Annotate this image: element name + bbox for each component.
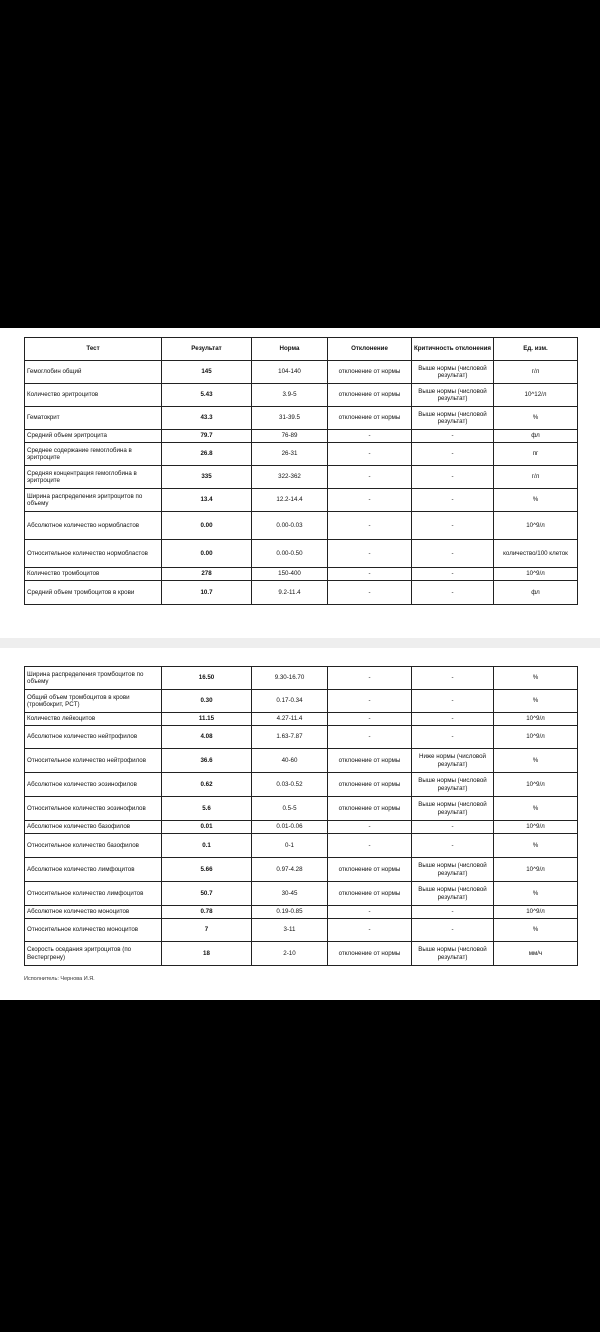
table-row xyxy=(25,667,578,690)
cell-deviation: - xyxy=(328,430,412,443)
cell-test: Скорость оседания эритроцитов (по Вестергрену) xyxy=(25,942,162,966)
table-row xyxy=(25,489,578,512)
table-row xyxy=(25,407,578,430)
cell-unit: % xyxy=(494,667,578,690)
cell-criticality: - xyxy=(412,489,494,512)
report-page-2 xyxy=(0,648,600,1000)
cell-unit: 10^9/л xyxy=(494,713,578,726)
cell-result: 0.00 xyxy=(162,540,252,568)
cell-norm: 26-31 xyxy=(252,443,328,466)
cell-result: 0.78 xyxy=(162,906,252,919)
cell-criticality: Выше нормы (числовой результат) xyxy=(412,407,494,430)
cell-test: Количество тромбоцитов xyxy=(25,568,162,581)
cell-deviation: - xyxy=(328,489,412,512)
cell-test: Абсолютное количество нормобластов xyxy=(25,512,162,540)
cell-result: 0.00 xyxy=(162,512,252,540)
cell-criticality: - xyxy=(412,568,494,581)
table-row xyxy=(25,581,578,605)
cell-result: 26.8 xyxy=(162,443,252,466)
cell-test: Абсолютное количество базофилов xyxy=(25,821,162,834)
table-row xyxy=(25,430,578,443)
cell-result: 145 xyxy=(162,361,252,384)
cell-deviation: отклонение от нормы xyxy=(328,361,412,384)
performer-footer: Исполнитель: Чернова И.Я. xyxy=(24,976,95,982)
cell-deviation: отклонение от нормы xyxy=(328,749,412,773)
cell-test: Абсолютное количество эозинофилов xyxy=(25,773,162,797)
table-row xyxy=(25,384,578,407)
table-row xyxy=(25,443,578,466)
page-separator xyxy=(0,638,600,648)
cell-deviation: - xyxy=(328,919,412,942)
cell-deviation: отклонение от нормы xyxy=(328,407,412,430)
cell-result: 0.62 xyxy=(162,773,252,797)
cell-criticality: - xyxy=(412,713,494,726)
table-row xyxy=(25,858,578,882)
cell-norm: 0.17-0.34 xyxy=(252,690,328,713)
cell-norm: 0-1 xyxy=(252,834,328,858)
cell-result: 7 xyxy=(162,919,252,942)
cell-result: 5.6 xyxy=(162,797,252,821)
cell-norm: 3.9-5 xyxy=(252,384,328,407)
cell-norm: 1.63-7.87 xyxy=(252,726,328,749)
cell-criticality: - xyxy=(412,906,494,919)
cell-result: 4.08 xyxy=(162,726,252,749)
cell-deviation: отклонение от нормы xyxy=(328,773,412,797)
cell-deviation: - xyxy=(328,466,412,489)
table-row xyxy=(25,726,578,749)
cell-norm: 30-45 xyxy=(252,882,328,906)
cell-criticality: - xyxy=(412,430,494,443)
cell-norm: 0.01-0.06 xyxy=(252,821,328,834)
table-row xyxy=(25,906,578,919)
cell-test: Относительное количество базофилов xyxy=(25,834,162,858)
cell-test: Абсолютное количество лимфоцитов xyxy=(25,858,162,882)
header-result: Результат xyxy=(162,338,252,361)
cell-norm: 0.19-0.85 xyxy=(252,906,328,919)
table-row xyxy=(25,773,578,797)
cell-result: 13.4 xyxy=(162,489,252,512)
cell-criticality: - xyxy=(412,466,494,489)
cell-norm: 322-362 xyxy=(252,466,328,489)
header-deviation: Отклонение xyxy=(328,338,412,361)
cell-deviation: - xyxy=(328,834,412,858)
cell-deviation: отклонение от нормы xyxy=(328,384,412,407)
cell-deviation: - xyxy=(328,821,412,834)
cell-criticality: - xyxy=(412,512,494,540)
results-table-2 xyxy=(24,666,578,966)
cell-unit: количество/100 клеток xyxy=(494,540,578,568)
cell-unit: 10^9/л xyxy=(494,906,578,919)
cell-criticality: Выше нормы (числовой результат) xyxy=(412,361,494,384)
cell-unit: мм/ч xyxy=(494,942,578,966)
cell-result: 10.7 xyxy=(162,581,252,605)
cell-result: 11.15 xyxy=(162,713,252,726)
cell-criticality: Выше нормы (числовой результат) xyxy=(412,773,494,797)
cell-norm: 0.00-0.03 xyxy=(252,512,328,540)
header-norm: Норма xyxy=(252,338,328,361)
cell-result: 278 xyxy=(162,568,252,581)
cell-criticality: - xyxy=(412,726,494,749)
cell-criticality: Выше нормы (числовой результат) xyxy=(412,882,494,906)
cell-norm: 104-140 xyxy=(252,361,328,384)
cell-norm: 4.27-11.4 xyxy=(252,713,328,726)
table-row xyxy=(25,361,578,384)
cell-result: 5.43 xyxy=(162,384,252,407)
cell-criticality: Ниже нормы (числовой результат) xyxy=(412,749,494,773)
cell-unit: 10^12/л xyxy=(494,384,578,407)
cell-test: Гематокрит xyxy=(25,407,162,430)
cell-unit: г/л xyxy=(494,361,578,384)
cell-deviation: - xyxy=(328,512,412,540)
cell-test: Средний объем эритроцита xyxy=(25,430,162,443)
cell-unit: % xyxy=(494,919,578,942)
cell-unit: % xyxy=(494,749,578,773)
cell-criticality: - xyxy=(412,443,494,466)
cell-norm: 40-60 xyxy=(252,749,328,773)
cell-result: 43.3 xyxy=(162,407,252,430)
table-row xyxy=(25,568,578,581)
header-test: Тест xyxy=(25,338,162,361)
cell-result: 5.66 xyxy=(162,858,252,882)
cell-norm: 0.5-5 xyxy=(252,797,328,821)
cell-norm: 9.2-11.4 xyxy=(252,581,328,605)
cell-norm: 76-89 xyxy=(252,430,328,443)
cell-unit: фл xyxy=(494,430,578,443)
table-row xyxy=(25,690,578,713)
cell-deviation: отклонение от нормы xyxy=(328,882,412,906)
cell-deviation: - xyxy=(328,726,412,749)
results-table-1 xyxy=(24,337,578,605)
cell-deviation: - xyxy=(328,906,412,919)
table-row xyxy=(25,919,578,942)
cell-deviation: - xyxy=(328,713,412,726)
cell-test: Общий объем тромбоцитов в крови (тромбокрит, PCT) xyxy=(25,690,162,713)
cell-deviation: отклонение от нормы xyxy=(328,797,412,821)
table-row xyxy=(25,512,578,540)
cell-norm: 150-400 xyxy=(252,568,328,581)
cell-unit: 10^9/л xyxy=(494,726,578,749)
cell-result: 335 xyxy=(162,466,252,489)
cell-test: Относительное количество нормобластов xyxy=(25,540,162,568)
cell-criticality: - xyxy=(412,919,494,942)
cell-test: Количество эритроцитов xyxy=(25,384,162,407)
cell-test: Средний объем тромбоцитов в крови xyxy=(25,581,162,605)
cell-deviation: отклонение от нормы xyxy=(328,858,412,882)
cell-test: Относительное количество лимфоцитов xyxy=(25,882,162,906)
cell-result: 79.7 xyxy=(162,430,252,443)
cell-deviation: отклонение от нормы xyxy=(328,942,412,966)
cell-criticality: - xyxy=(412,581,494,605)
cell-norm: 0.97-4.28 xyxy=(252,858,328,882)
cell-criticality: Выше нормы (числовой результат) xyxy=(412,858,494,882)
cell-unit: фл xyxy=(494,581,578,605)
header-criticality: Критичность отклонения xyxy=(412,338,494,361)
cell-result: 36.6 xyxy=(162,749,252,773)
cell-deviation: - xyxy=(328,540,412,568)
cell-unit: 10^9/л xyxy=(494,568,578,581)
cell-unit: г/л xyxy=(494,466,578,489)
table-row xyxy=(25,749,578,773)
cell-test: Абсолютное количество нейтрофилов xyxy=(25,726,162,749)
cell-unit: % xyxy=(494,797,578,821)
cell-criticality: - xyxy=(412,821,494,834)
cell-result: 0.01 xyxy=(162,821,252,834)
cell-result: 16.50 xyxy=(162,667,252,690)
cell-unit: % xyxy=(494,882,578,906)
table-row xyxy=(25,942,578,966)
cell-result: 18 xyxy=(162,942,252,966)
cell-norm: 12.2-14.4 xyxy=(252,489,328,512)
cell-test: Относительное количество моноцитов xyxy=(25,919,162,942)
table-row xyxy=(25,834,578,858)
cell-unit: 10^9/л xyxy=(494,512,578,540)
cell-norm: 0.00-0.50 xyxy=(252,540,328,568)
cell-unit: % xyxy=(494,690,578,713)
cell-criticality: Выше нормы (числовой результат) xyxy=(412,942,494,966)
cell-test: Гемоглобин общий xyxy=(25,361,162,384)
cell-deviation: - xyxy=(328,443,412,466)
header-unit: Ед. изм. xyxy=(494,338,578,361)
report-page-1 xyxy=(0,328,600,638)
table-row xyxy=(25,882,578,906)
cell-norm: 2-10 xyxy=(252,942,328,966)
table-row xyxy=(25,540,578,568)
cell-unit: % xyxy=(494,407,578,430)
cell-deviation: - xyxy=(328,667,412,690)
cell-deviation: - xyxy=(328,568,412,581)
cell-unit: пг xyxy=(494,443,578,466)
cell-criticality: - xyxy=(412,667,494,690)
cell-norm: 0.03-0.52 xyxy=(252,773,328,797)
cell-deviation: - xyxy=(328,581,412,605)
cell-result: 50.7 xyxy=(162,882,252,906)
cell-criticality: Выше нормы (числовой результат) xyxy=(412,797,494,821)
cell-criticality: Выше нормы (числовой результат) xyxy=(412,384,494,407)
table-row xyxy=(25,821,578,834)
cell-unit: 10^9/л xyxy=(494,821,578,834)
table-row xyxy=(25,797,578,821)
cell-test: Среднее содержание гемоглобина в эритроците xyxy=(25,443,162,466)
cell-result: 0.1 xyxy=(162,834,252,858)
cell-deviation: - xyxy=(328,690,412,713)
cell-test: Абсолютное количество моноцитов xyxy=(25,906,162,919)
cell-test: Относительное количество эозинофилов xyxy=(25,797,162,821)
cell-result: 0.30 xyxy=(162,690,252,713)
table-row xyxy=(25,713,578,726)
cell-unit: % xyxy=(494,834,578,858)
cell-test: Количество лейкоцитов xyxy=(25,713,162,726)
table-row xyxy=(25,466,578,489)
cell-unit: % xyxy=(494,489,578,512)
table-header-row xyxy=(25,338,578,361)
cell-norm: 9.30-16.70 xyxy=(252,667,328,690)
cell-test: Средняя концентрация гемоглобина в эритроците xyxy=(25,466,162,489)
cell-norm: 31-39.5 xyxy=(252,407,328,430)
cell-unit: 10^9/л xyxy=(494,773,578,797)
cell-norm: 3-11 xyxy=(252,919,328,942)
cell-unit: 10^9/л xyxy=(494,858,578,882)
cell-test: Относительное количество нейтрофилов xyxy=(25,749,162,773)
cell-test: Ширина распределения тромбоцитов по объему xyxy=(25,667,162,690)
cell-criticality: - xyxy=(412,540,494,568)
cell-criticality: - xyxy=(412,690,494,713)
cell-test: Ширина распределения эритроцитов по объему xyxy=(25,489,162,512)
cell-criticality: - xyxy=(412,834,494,858)
